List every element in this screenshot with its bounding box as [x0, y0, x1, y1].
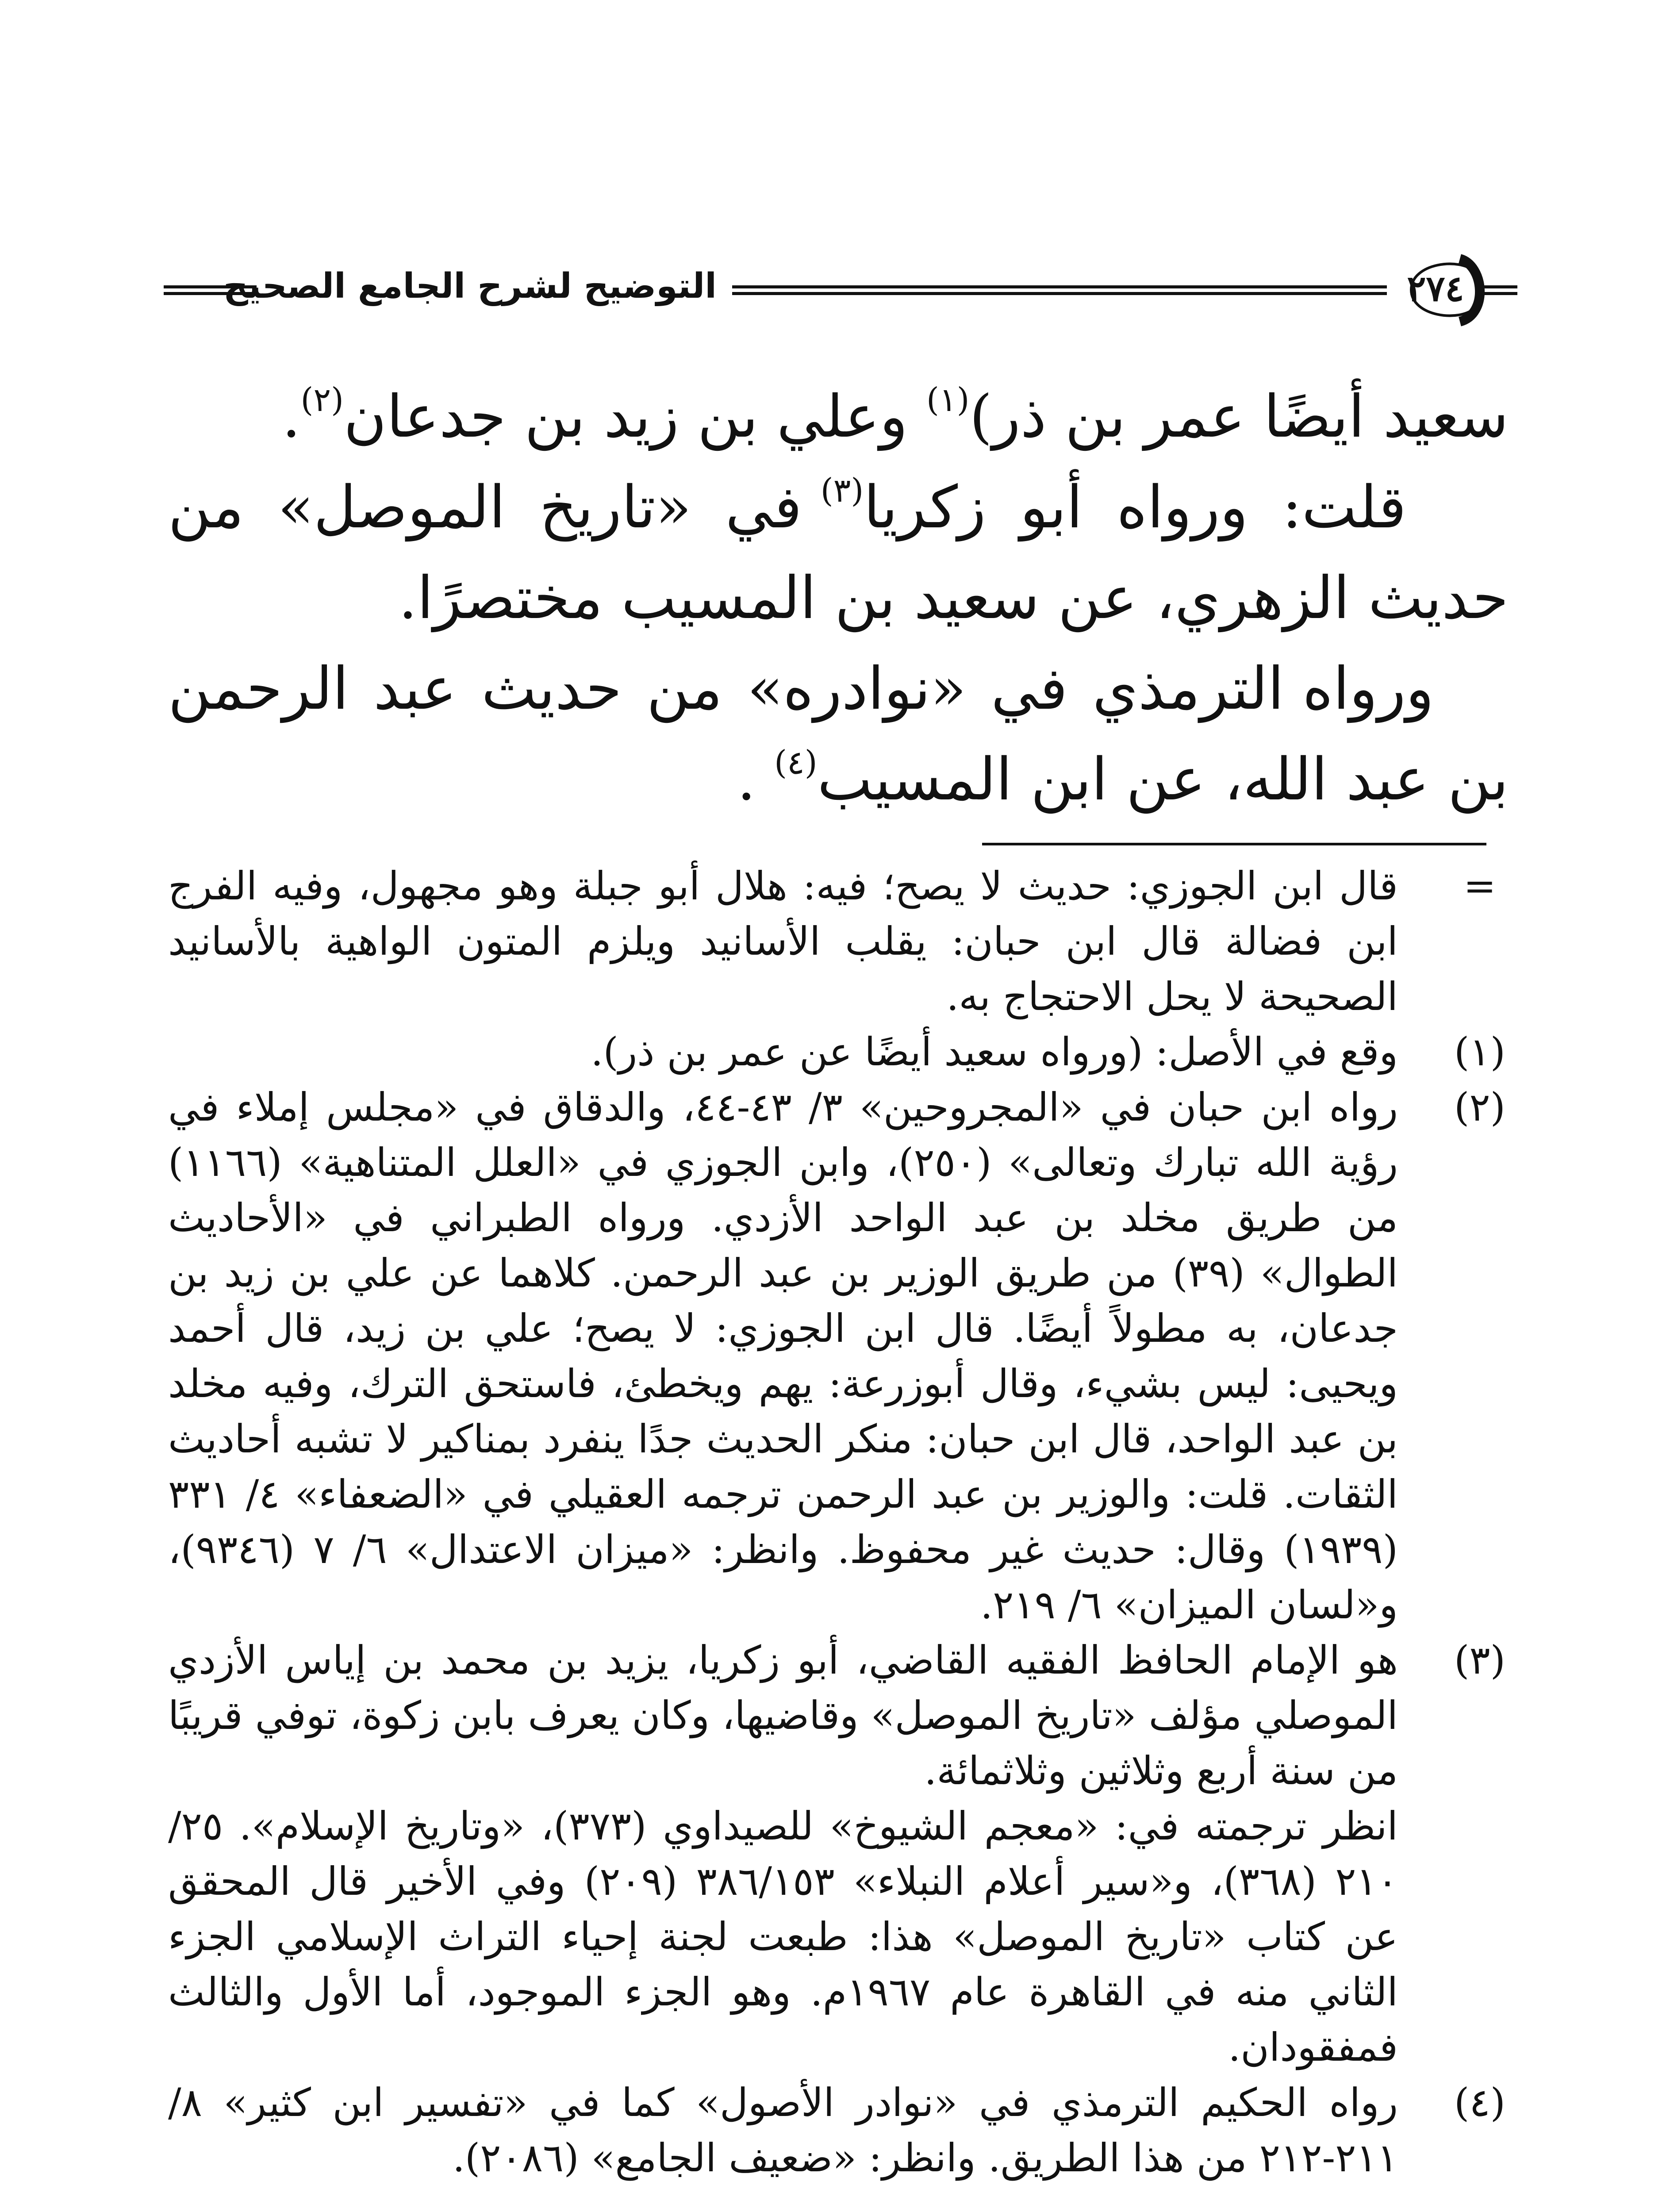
footnote-text: رواه ابن حبان في «المجروحين» ٣/ ٤٣-٤٤، والدقاق في «مجلس إملاء في رؤية الله تبارك وتعالى» (٢٥٠)، وابن الجوزي في «العلل المتناهية» (١١٦٦) من طريق مخلد بن عبد الواحد الأزدي. ورواه الطبراني في «الأحاديث الطوال» (٣٩) من طريق الوزير بن عبد الرحمن. كلاهما عن علي بن زيد بن جدعان، به مطولاً أيضًا. قال ابن الجوزي: لا يصح؛ علي بن زيد، قال أحمد ويحيى: ليس بشيء، وقال أبوزرعة: يهم ويخطئ، فاستحق الترك، وفيه مخلد بن عبد الواحد، قال ابن حبان: منكر الحديث جدًا ينفرد بمناكير لا تشبه أحاديث الثقات. قلت: والوزير بن عبد الرحمن ترجمه العقيلي في «الضعفاء» ٤/ ٣٣١ (١٩٣٩) وقال: حديث غير محفوظ. وانظر: «ميزان الاعتدال» ٦/ ٧ (٩٣٤٦)، و«لسان الميزان» ٦/ ٢١٩. [168, 1084, 1398, 1628]
header-rule-right [1480, 285, 1517, 295]
footnote-ref-3[interactable]: (٣) [820, 472, 864, 510]
footnote-text-continued: انظر ترجمته في: «معجم الشيوخ» للصيداوي (٣٧٣)، «وتاريخ الإسلام». ٢٥/ ٢١٠ (٣٦٨)، و«سير أعلام النبلاء» ٣٨٦/١٥٣ (٢٠٩) وفي الأخير قال المحقق عن كتاب «تاريخ الموصل» هذا: طبعت لجنة إحياء التراث الإسلامي الجزء الثاني منه في القاهرة عام ١٩٦٧م. وهو الجزء الموجود، أما الأول والثالث فمفقودان. [168, 1803, 1398, 2070]
footnote-text: وقع في الأصل: (ورواه سعيد أيضًا عن عمر بن ذر). [591, 1029, 1398, 1075]
page-header [164, 239, 1517, 349]
footnote-text: هو الإمام الحافظ الفقيه القاضي، أبو زكريا، يزيد بن محمد بن إياس الأزدي الموصلي مؤلف «تاريخ الموصل» وقاضيها، وكان يعرف بابن زكوة، توفي قريبًا من سنة أربع وثلاثين وثلاثمائة. [168, 1637, 1398, 1793]
footnote-continuation [168, 858, 1509, 1024]
page-number: ٢٧٤ [1407, 268, 1464, 309]
running-title: التوضيح لشرح الجامع الصحيح [223, 266, 717, 306]
main-paragraph-3: ورواه الترمذي في «نوادره» من حديث عبد الرحمن بن عبد الله، عن ابن المسيب$^{(٤)}$ . [168, 655, 1509, 814]
footnote-text: قال ابن الجوزي: حديث لا يصح؛ فيه: هلال أبو جبلة وهو مجهول، وفيه الفرج ابن فضالة قال ابن حبان: يقلب الأسانيد ويلزم المتون الواهية بالأسانيد الصحيحة لا يحل الاحتجاج به. [168, 863, 1398, 1019]
footnote-separator [982, 843, 1486, 845]
footnote-number: (٣) [1454, 1637, 1505, 1683]
main-text [168, 372, 1509, 825]
footnote-ref-4[interactable]: (٤) [774, 744, 818, 782]
footnote-ref-1[interactable]: (١) [926, 381, 970, 419]
footnote-1 [168, 1024, 1509, 1079]
footnote-3 [168, 1632, 1509, 2075]
footnote-number: (٢) [1454, 1084, 1505, 1130]
header-rule-middle [732, 285, 1387, 295]
main-paragraph-1: سعيد أيضًا عمر بن ذر)$^{(١)}$ وعلي بن زيد بن جدعان$^{(٢)}$. [282, 381, 1509, 451]
footnote-ref-2[interactable]: (٢) [300, 381, 344, 419]
footnote-text: رواه الحكيم الترمذي في «نوادر الأصول» كما في «تفسير ابن كثير» ٨/ ٢١١-٢١٢ من هذا الطريق. وانظر: «ضعيف الجامع» (٢٠٨٦). [168, 2080, 1398, 2181]
footnote-number: (٤) [1454, 2080, 1505, 2125]
footnote-number: (١) [1454, 1029, 1505, 1075]
main-paragraph-2: قلت: ورواه أبو زكريا$^{(٣)}$ في «تاريخ الموصل» من حديث الزهري، عن سعيد بن المسيب مختصرًا. [168, 472, 1509, 632]
page-number-badge [1394, 246, 1486, 334]
footnote-2 [168, 1079, 1509, 1632]
footnotes [168, 858, 1509, 2185]
footnote-4 [168, 2075, 1509, 2185]
continuation-marker: = [1463, 863, 1496, 909]
